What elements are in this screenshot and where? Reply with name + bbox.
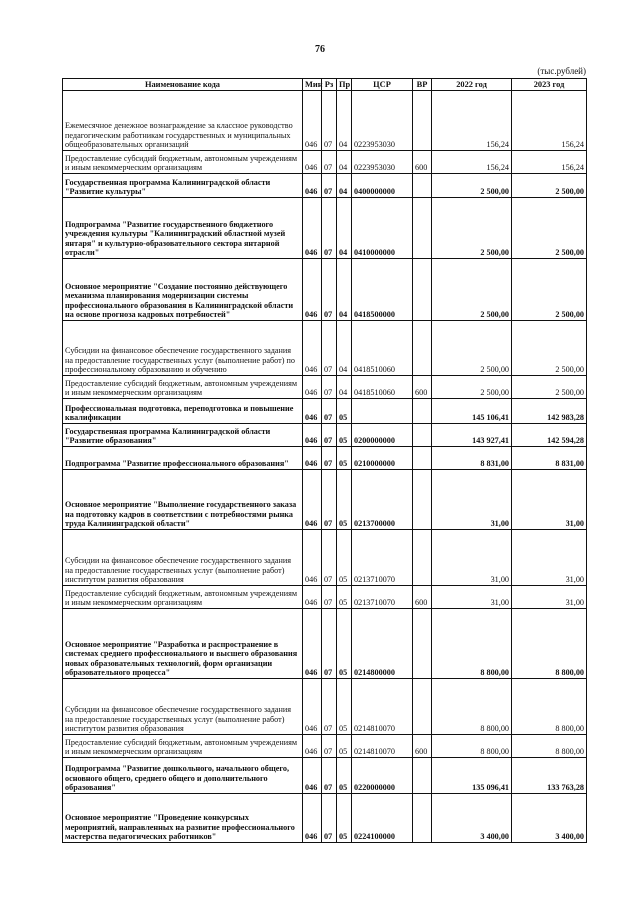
- row-rz: 07: [322, 424, 337, 447]
- row-name: Государственная программа Калининградской области "Развитие образования": [63, 424, 303, 447]
- row-2022: 135 096,41: [432, 758, 512, 794]
- row-vr: 600: [413, 586, 432, 609]
- header-name: Наименование кода: [63, 79, 303, 91]
- row-pr: 04: [337, 151, 352, 174]
- table-header-row: [63, 79, 587, 91]
- row-min: 046: [303, 735, 322, 758]
- row-name: Государственная программа Калининградской области "Развитие культуры": [63, 174, 303, 198]
- row-2022: 31,00: [432, 530, 512, 586]
- row-2023: 2 500,00: [512, 321, 587, 376]
- row-vr: 600: [413, 151, 432, 174]
- header-min: Мин: [303, 79, 322, 91]
- row-min: 046: [303, 794, 322, 843]
- row-vr: [413, 470, 432, 530]
- row-csr: 0214810070: [352, 679, 413, 735]
- row-2023: 142 594,28: [512, 424, 587, 447]
- row-rz: 07: [322, 321, 337, 376]
- row-rz: 07: [322, 198, 337, 259]
- row-csr: 0418510060: [352, 376, 413, 399]
- row-vr: [413, 679, 432, 735]
- row-pr: 05: [337, 758, 352, 794]
- row-2022: 143 927,41: [432, 424, 512, 447]
- row-pr: 05: [337, 530, 352, 586]
- table-row: [63, 735, 587, 758]
- row-rz: 07: [322, 794, 337, 843]
- row-csr: 0410000000: [352, 198, 413, 259]
- row-csr: 0418510060: [352, 321, 413, 376]
- row-rz: 07: [322, 735, 337, 758]
- row-rz: 07: [322, 530, 337, 586]
- row-min: 046: [303, 470, 322, 530]
- row-min: 046: [303, 530, 322, 586]
- row-csr: 0210000000: [352, 447, 413, 470]
- row-2022: 156,24: [432, 91, 512, 151]
- row-pr: 04: [337, 376, 352, 399]
- row-pr: 04: [337, 91, 352, 151]
- table-row: [63, 530, 587, 586]
- row-name: Предоставление субсидий бюджетным, автономным учреждениям и иным некоммерческим организациям: [63, 151, 303, 174]
- row-2023: 3 400,00: [512, 794, 587, 843]
- row-csr: 0418500000: [352, 259, 413, 321]
- row-pr: 05: [337, 470, 352, 530]
- row-2022: 2 500,00: [432, 321, 512, 376]
- row-2022: 31,00: [432, 586, 512, 609]
- table-row: [63, 679, 587, 735]
- table-row: [63, 447, 587, 470]
- row-2022: 8 800,00: [432, 609, 512, 679]
- row-vr: [413, 530, 432, 586]
- row-2023: 8 831,00: [512, 447, 587, 470]
- row-csr: 0214800000: [352, 609, 413, 679]
- row-2023: 2 500,00: [512, 198, 587, 259]
- row-vr: [413, 399, 432, 424]
- row-name: Профессиональная подготовка, переподготовка и повышение квалификации: [63, 399, 303, 424]
- row-rz: 07: [322, 470, 337, 530]
- row-min: 046: [303, 321, 322, 376]
- row-min: 046: [303, 376, 322, 399]
- row-2022: 3 400,00: [432, 794, 512, 843]
- row-2023: 8 800,00: [512, 735, 587, 758]
- table-row: [63, 198, 587, 259]
- row-2022: 156,24: [432, 151, 512, 174]
- row-pr: 05: [337, 609, 352, 679]
- units-label: (тыс.рублей): [537, 66, 586, 76]
- table-row: [63, 470, 587, 530]
- row-rz: 07: [322, 609, 337, 679]
- row-rz: 07: [322, 174, 337, 198]
- table-row: [63, 586, 587, 609]
- row-pr: 05: [337, 735, 352, 758]
- header-csr: ЦСР: [352, 79, 413, 91]
- header-rz: Рз: [322, 79, 337, 91]
- row-name: Субсидии на финансовое обеспечение государственного задания на предоставление государственных услуг (выполнение работ) институтом развития образования: [63, 679, 303, 735]
- row-name: Основное мероприятие "Разработка и распространение в системах среднего профессионального и высшего образования новых образовательных технологий, форм организации образовательного процесса": [63, 609, 303, 679]
- row-vr: [413, 424, 432, 447]
- row-min: 046: [303, 91, 322, 151]
- row-rz: 07: [322, 376, 337, 399]
- row-min: 046: [303, 198, 322, 259]
- row-rz: 07: [322, 447, 337, 470]
- row-csr: 0213710070: [352, 530, 413, 586]
- row-vr: [413, 758, 432, 794]
- row-2022: 8 800,00: [432, 735, 512, 758]
- row-csr: [352, 399, 413, 424]
- row-name: Подпрограмма "Развитие государственного бюджетного учреждения культуры "Калининградский областной музей янтаря" и культурно-образовательного сектора янтарной отрасли": [63, 198, 303, 259]
- row-2023: 156,24: [512, 151, 587, 174]
- budget-table: [62, 78, 587, 843]
- row-2022: 145 106,41: [432, 399, 512, 424]
- row-rz: 07: [322, 399, 337, 424]
- row-2023: 31,00: [512, 586, 587, 609]
- header-pr: Пр: [337, 79, 352, 91]
- row-2022: 8 800,00: [432, 679, 512, 735]
- row-name: Основное мероприятие "Создание постоянно действующего механизма планирования модернизации системы профессионального образования в Калининградской области на основе прогноза кадровых потребностей": [63, 259, 303, 321]
- table-row: [63, 91, 587, 151]
- header-2023: 2023 год: [512, 79, 587, 91]
- table-row: [63, 174, 587, 198]
- row-vr: [413, 259, 432, 321]
- table-row: [63, 758, 587, 794]
- row-min: 046: [303, 424, 322, 447]
- row-vr: 600: [413, 735, 432, 758]
- row-2023: 2 500,00: [512, 174, 587, 198]
- table-row: [63, 424, 587, 447]
- row-name: Субсидии на финансовое обеспечение государственного задания на предоставление государственных услуг (выполнение работ) институтом развития образования: [63, 530, 303, 586]
- row-csr: 0223953030: [352, 91, 413, 151]
- page-number: 76: [315, 44, 325, 55]
- table-row: [63, 376, 587, 399]
- row-name: Предоставление субсидий бюджетным, автономным учреждениям и иным некоммерческим организациям: [63, 376, 303, 399]
- row-csr: 0223953030: [352, 151, 413, 174]
- table-body: [63, 91, 587, 843]
- row-rz: 07: [322, 758, 337, 794]
- row-rz: 07: [322, 151, 337, 174]
- row-2023: 2 500,00: [512, 259, 587, 321]
- row-vr: [413, 198, 432, 259]
- row-name: Подпрограмма "Развитие дошкольного, начального общего, основного общего, среднего общего и дополнительного образования": [63, 758, 303, 794]
- row-min: 046: [303, 399, 322, 424]
- row-csr: 0213700000: [352, 470, 413, 530]
- row-pr: 05: [337, 399, 352, 424]
- row-rz: 07: [322, 259, 337, 321]
- row-2023: 142 983,28: [512, 399, 587, 424]
- row-2022: 2 500,00: [432, 174, 512, 198]
- row-2023: 31,00: [512, 530, 587, 586]
- row-name: Подпрограмма "Развитие профессионального образования": [63, 447, 303, 470]
- row-pr: 05: [337, 586, 352, 609]
- row-min: 046: [303, 151, 322, 174]
- row-vr: [413, 174, 432, 198]
- row-2022: 2 500,00: [432, 198, 512, 259]
- table-row: [63, 399, 587, 424]
- row-rz: 07: [322, 91, 337, 151]
- row-min: 046: [303, 447, 322, 470]
- row-vr: 600: [413, 376, 432, 399]
- row-2022: 31,00: [432, 470, 512, 530]
- row-name: Субсидии на финансовое обеспечение государственного задания на предоставление государственных услуг (выполнение работ) по профессиональному образованию и обучению: [63, 321, 303, 376]
- row-vr: [413, 609, 432, 679]
- row-min: 046: [303, 586, 322, 609]
- row-min: 046: [303, 259, 322, 321]
- row-min: 046: [303, 609, 322, 679]
- row-min: 046: [303, 679, 322, 735]
- row-vr: [413, 447, 432, 470]
- row-name: Ежемесячное денежное вознаграждение за классное руководство педагогическим работникам государственных и муниципальных общеобразовательных организаций: [63, 91, 303, 151]
- row-csr: 0213710070: [352, 586, 413, 609]
- row-pr: 05: [337, 794, 352, 843]
- row-pr: 04: [337, 198, 352, 259]
- row-csr: 0400000000: [352, 174, 413, 198]
- row-csr: 0224100000: [352, 794, 413, 843]
- table-row: [63, 259, 587, 321]
- row-csr: 0220000000: [352, 758, 413, 794]
- row-name: Основное мероприятие "Выполнение государственного заказа на подготовку кадров в соответствии с потребностями рынка труда Калининградской области": [63, 470, 303, 530]
- row-pr: 04: [337, 259, 352, 321]
- row-rz: 07: [322, 679, 337, 735]
- row-2022: 8 831,00: [432, 447, 512, 470]
- row-pr: 05: [337, 679, 352, 735]
- table-row: [63, 321, 587, 376]
- row-2022: 2 500,00: [432, 259, 512, 321]
- row-vr: [413, 321, 432, 376]
- row-pr: 04: [337, 174, 352, 198]
- row-min: 046: [303, 174, 322, 198]
- row-csr: 0200000000: [352, 424, 413, 447]
- header-vr: ВР: [413, 79, 432, 91]
- row-vr: [413, 91, 432, 151]
- row-2023: 8 800,00: [512, 679, 587, 735]
- row-2023: 2 500,00: [512, 376, 587, 399]
- row-pr: 05: [337, 424, 352, 447]
- row-min: 046: [303, 758, 322, 794]
- row-pr: 04: [337, 321, 352, 376]
- row-name: Основное мероприятие "Проведение конкурсных мероприятий, направленных на развитие профессионального мастерства педагогических работников": [63, 794, 303, 843]
- row-rz: 07: [322, 586, 337, 609]
- row-name: Предоставление субсидий бюджетным, автономным учреждениям и иным некоммерческим организациям: [63, 586, 303, 609]
- row-pr: 05: [337, 447, 352, 470]
- row-2022: 2 500,00: [432, 376, 512, 399]
- row-2023: 8 800,00: [512, 609, 587, 679]
- row-name: Предоставление субсидий бюджетным, автономным учреждениям и иным некоммерческим организациям: [63, 735, 303, 758]
- row-2023: 156,24: [512, 91, 587, 151]
- row-2023: 31,00: [512, 470, 587, 530]
- table-row: [63, 794, 587, 843]
- row-2023: 133 763,28: [512, 758, 587, 794]
- table-row: [63, 609, 587, 679]
- header-2022: 2022 год: [432, 79, 512, 91]
- table-row: [63, 151, 587, 174]
- row-vr: [413, 794, 432, 843]
- row-csr: 0214810070: [352, 735, 413, 758]
